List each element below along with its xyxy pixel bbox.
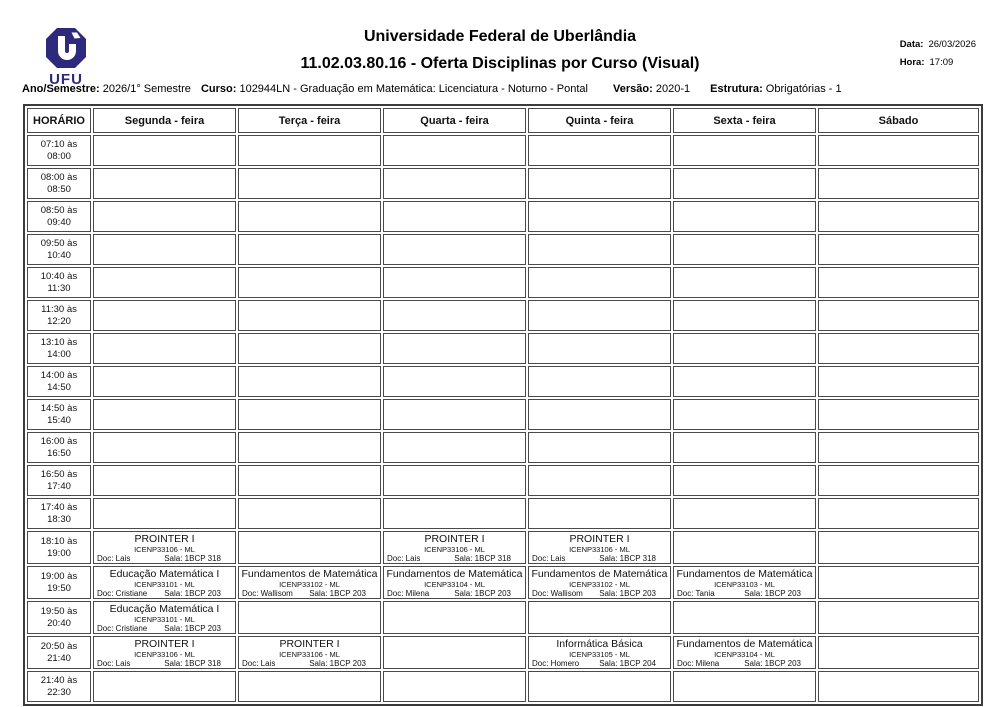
time-start: 16:00 às bbox=[40, 435, 78, 447]
time-start: 19:00 às bbox=[40, 570, 78, 582]
course-teacher: Doc: Lais bbox=[242, 659, 276, 668]
schedule-cell bbox=[818, 201, 979, 232]
time-end: 12:20 bbox=[47, 315, 71, 327]
schedule-cell bbox=[818, 168, 979, 199]
schedule-cell bbox=[93, 333, 236, 364]
time-slot bbox=[27, 234, 91, 265]
course-teacher: Doc: Homero bbox=[532, 659, 580, 668]
date-value: 26/03/2026 bbox=[928, 39, 976, 50]
schedule-cell bbox=[238, 531, 381, 564]
time-end: 14:00 bbox=[47, 348, 71, 360]
course-meta bbox=[239, 589, 380, 598]
course-teacher: Doc: Cristiane bbox=[97, 624, 148, 633]
schedule-cell bbox=[383, 465, 526, 496]
course-entry bbox=[529, 637, 670, 668]
time-slot bbox=[27, 432, 91, 463]
course-title: Fundamentos de Matemática bbox=[676, 638, 813, 650]
schedule-cell bbox=[818, 465, 979, 496]
course-room: Sala: 1BCP 203 bbox=[744, 589, 801, 598]
day-header-quarta: Quarta - feira bbox=[383, 108, 526, 133]
schedule-cell bbox=[673, 432, 816, 463]
course-code: ICENP33106 - ML bbox=[134, 545, 195, 554]
schedule-cell bbox=[238, 671, 381, 702]
schedule-cell bbox=[818, 333, 979, 364]
course-teacher: Doc: Milena bbox=[677, 659, 720, 668]
schedule-cell bbox=[383, 498, 526, 529]
table-row bbox=[27, 566, 979, 599]
time-slot bbox=[27, 267, 91, 298]
version-value: 2020-1 bbox=[655, 83, 691, 95]
day-header-terca: Terça - feira bbox=[238, 108, 381, 133]
schedule-cell bbox=[528, 671, 671, 702]
schedule-cell bbox=[383, 333, 526, 364]
schedule-cell bbox=[673, 300, 816, 331]
course-meta bbox=[94, 659, 235, 668]
course-title: Fundamentos de Matemática bbox=[386, 568, 523, 580]
schedule-cell bbox=[818, 366, 979, 397]
time-slot bbox=[27, 333, 91, 364]
schedule-cell bbox=[818, 636, 979, 669]
schedule-cell bbox=[818, 135, 979, 166]
schedule-cell bbox=[93, 531, 236, 564]
table-row bbox=[27, 168, 979, 199]
course-entry bbox=[529, 532, 670, 563]
schedule-cell bbox=[93, 399, 236, 430]
schedule-cell bbox=[528, 168, 671, 199]
schedule-cell bbox=[818, 566, 979, 599]
schedule-cell bbox=[93, 201, 236, 232]
schedule-cell bbox=[383, 168, 526, 199]
schedule-cell bbox=[383, 566, 526, 599]
time-slot bbox=[27, 135, 91, 166]
schedule-cell bbox=[93, 601, 236, 634]
course-code: ICENP33106 - ML bbox=[279, 650, 340, 659]
table-row bbox=[27, 498, 979, 529]
table-row bbox=[27, 267, 979, 298]
course-title: Fundamentos de Matemática bbox=[676, 568, 813, 580]
course-title: Informática Básica bbox=[556, 638, 643, 650]
time-start: 14:50 às bbox=[40, 402, 78, 414]
schedule-cell bbox=[238, 366, 381, 397]
semester-label: Ano/Semestre: bbox=[22, 83, 100, 95]
course-meta bbox=[674, 659, 815, 668]
time-end: 21:40 bbox=[47, 652, 71, 664]
course-entry bbox=[384, 532, 525, 563]
time-start: 10:40 às bbox=[40, 270, 78, 282]
date-label: Data: bbox=[899, 39, 924, 50]
schedule-body bbox=[27, 135, 979, 702]
table-row bbox=[27, 601, 979, 634]
course-entry bbox=[94, 637, 235, 668]
time-start: 11:30 às bbox=[41, 303, 77, 315]
schedule-cell bbox=[528, 201, 671, 232]
time-start: 09:50 às bbox=[40, 237, 78, 249]
day-header-sabado: Sábado bbox=[818, 108, 979, 133]
report-title bbox=[0, 28, 1000, 73]
university-name: Universidade Federal de Uberlândia bbox=[363, 28, 637, 45]
time-slot bbox=[27, 300, 91, 331]
course-teacher: Doc: Lais bbox=[387, 554, 421, 563]
schedule-cell bbox=[383, 601, 526, 634]
course-meta bbox=[94, 554, 235, 563]
structure-value: Obrigatórias - 1 bbox=[765, 83, 842, 95]
schedule-cell bbox=[528, 636, 671, 669]
schedule-cell bbox=[528, 399, 671, 430]
table-row bbox=[27, 531, 979, 564]
course-room: Sala: 1BCP 203 bbox=[744, 659, 801, 668]
datetime-block bbox=[900, 39, 976, 75]
table-row bbox=[27, 671, 979, 702]
day-header-sexta: Sexta - feira bbox=[673, 108, 816, 133]
time-slot bbox=[27, 601, 91, 634]
time-label: Hora: bbox=[899, 57, 925, 68]
schedule-cell bbox=[528, 234, 671, 265]
structure-label: Estrutura: bbox=[710, 83, 763, 95]
course-room: Sala: 1BCP 318 bbox=[454, 554, 511, 563]
schedule-cell bbox=[818, 399, 979, 430]
time-end: 10:40 bbox=[47, 249, 71, 261]
time-end: 18:30 bbox=[47, 513, 71, 525]
schedule-cell bbox=[383, 300, 526, 331]
table-row bbox=[27, 300, 979, 331]
course-info-line bbox=[22, 83, 978, 95]
course-room: Sala: 1BCP 203 bbox=[454, 589, 511, 598]
time-end: 17:40 bbox=[47, 480, 71, 492]
schedule-cell bbox=[673, 201, 816, 232]
table-row bbox=[27, 366, 979, 397]
schedule-cell bbox=[673, 531, 816, 564]
time-start: 08:00 às bbox=[40, 171, 78, 183]
schedule-cell bbox=[528, 465, 671, 496]
time-slot bbox=[27, 399, 91, 430]
time-start: 19:50 às bbox=[40, 605, 78, 617]
time-row bbox=[900, 57, 976, 68]
course-teacher: Doc: Wallisom bbox=[242, 589, 293, 598]
course-entry bbox=[94, 532, 235, 563]
time-slot bbox=[27, 498, 91, 529]
schedule-cell bbox=[673, 366, 816, 397]
course-entry bbox=[674, 567, 815, 598]
course-code: ICENP33101 - ML bbox=[134, 615, 195, 624]
time-end: 19:50 bbox=[47, 582, 71, 594]
course-code: ICENP33102 - ML bbox=[569, 580, 630, 589]
course-code: ICENP33105 - ML bbox=[569, 650, 630, 659]
day-header-segunda: Segunda - feira bbox=[93, 108, 236, 133]
course-entry bbox=[239, 637, 380, 668]
schedule-cell bbox=[818, 601, 979, 634]
course-meta bbox=[384, 589, 525, 598]
course-meta bbox=[94, 624, 235, 633]
course-room: Sala: 1BCP 204 bbox=[599, 659, 656, 668]
schedule-cell bbox=[238, 636, 381, 669]
course-entry bbox=[239, 567, 380, 598]
course-code: ICENP33101 - ML bbox=[134, 580, 195, 589]
course-meta bbox=[529, 589, 670, 598]
schedule-cell bbox=[93, 135, 236, 166]
schedule-cell bbox=[238, 601, 381, 634]
course-code: ICENP33104 - ML bbox=[424, 580, 485, 589]
schedule-cell bbox=[673, 465, 816, 496]
schedule-cell bbox=[383, 201, 526, 232]
schedule-cell bbox=[383, 432, 526, 463]
course-entry bbox=[384, 567, 525, 598]
version-label: Versão: bbox=[613, 83, 653, 95]
schedule-cell bbox=[93, 168, 236, 199]
time-start: 13:10 às bbox=[40, 336, 78, 348]
schedule-cell bbox=[528, 601, 671, 634]
time-end: 14:50 bbox=[47, 381, 71, 393]
course-title: PROINTER I bbox=[569, 533, 630, 545]
time-start: 21:40 às bbox=[40, 674, 78, 686]
schedule-cell bbox=[238, 300, 381, 331]
time-start: 14:00 às bbox=[40, 369, 78, 381]
schedule-cell bbox=[238, 201, 381, 232]
schedule-cell bbox=[673, 671, 816, 702]
course-title: Fundamentos de Matemática bbox=[531, 568, 668, 580]
schedule-cell bbox=[673, 234, 816, 265]
schedule-cell bbox=[818, 234, 979, 265]
course-title: Educação Matemática I bbox=[109, 568, 220, 580]
time-end: 16:50 bbox=[47, 447, 71, 459]
schedule-cell bbox=[818, 498, 979, 529]
schedule-cell bbox=[528, 432, 671, 463]
course-teacher: Doc: Lais bbox=[97, 659, 131, 668]
schedule-cell bbox=[93, 636, 236, 669]
schedule-cell bbox=[528, 267, 671, 298]
date-row bbox=[900, 39, 976, 50]
schedule-cell bbox=[673, 333, 816, 364]
course-room: Sala: 1BCP 203 bbox=[309, 659, 366, 668]
course-code: ICENP33104 - ML bbox=[714, 650, 775, 659]
ufu-logo-word: UFU bbox=[49, 71, 83, 88]
schedule-cell bbox=[528, 566, 671, 599]
schedule-cell bbox=[383, 267, 526, 298]
time-slot bbox=[27, 671, 91, 702]
schedule-cell bbox=[818, 267, 979, 298]
time-start: 18:10 às bbox=[40, 535, 78, 547]
time-end: 22:30 bbox=[47, 686, 71, 698]
schedule-cell bbox=[528, 333, 671, 364]
schedule-cell bbox=[383, 671, 526, 702]
schedule-cell bbox=[383, 234, 526, 265]
time-end: 20:40 bbox=[47, 617, 71, 629]
course-room: Sala: 1BCP 203 bbox=[164, 624, 221, 633]
schedule-cell bbox=[93, 432, 236, 463]
course-code: ICENP33103 - ML bbox=[714, 580, 775, 589]
course-entry bbox=[94, 602, 235, 633]
table-row bbox=[27, 636, 979, 669]
schedule-cell bbox=[93, 566, 236, 599]
course-meta bbox=[529, 554, 670, 563]
schedule-cell bbox=[818, 671, 979, 702]
schedule-cell bbox=[673, 135, 816, 166]
schedule-cell bbox=[673, 566, 816, 599]
course-entry bbox=[94, 567, 235, 598]
course-room: Sala: 1BCP 203 bbox=[599, 589, 656, 598]
schedule-cell bbox=[528, 498, 671, 529]
schedule-cell bbox=[528, 531, 671, 564]
course-teacher: Doc: Lais bbox=[97, 554, 131, 563]
course-meta bbox=[529, 659, 670, 668]
schedule-cell bbox=[383, 135, 526, 166]
schedule-cell bbox=[93, 267, 236, 298]
course-title: PROINTER I bbox=[134, 638, 195, 650]
table-header-row bbox=[27, 108, 979, 133]
table-row bbox=[27, 465, 979, 496]
course-title: PROINTER I bbox=[134, 533, 195, 545]
schedule-table bbox=[23, 104, 983, 706]
schedule-cell bbox=[528, 300, 671, 331]
time-end: 11:30 bbox=[47, 282, 71, 294]
schedule-cell bbox=[818, 300, 979, 331]
schedule-cell bbox=[238, 566, 381, 599]
time-start: 17:40 às bbox=[40, 501, 78, 513]
schedule-cell bbox=[93, 366, 236, 397]
schedule-cell bbox=[238, 399, 381, 430]
course-room: Sala: 1BCP 318 bbox=[164, 554, 221, 563]
course-code: ICENP33102 - ML bbox=[279, 580, 340, 589]
course-teacher: Doc: Lais bbox=[532, 554, 566, 563]
course-room: Sala: 1BCP 203 bbox=[309, 589, 366, 598]
schedule-cell bbox=[93, 498, 236, 529]
report-name: 11.02.03.80.16 - Oferta Disciplinas por Curso (Visual) bbox=[300, 55, 700, 72]
schedule-cell bbox=[673, 636, 816, 669]
course-teacher: Doc: Milena bbox=[387, 589, 430, 598]
schedule-cell bbox=[673, 168, 816, 199]
course-room: Sala: 1BCP 318 bbox=[164, 659, 221, 668]
schedule-cell bbox=[93, 234, 236, 265]
schedule-cell bbox=[238, 432, 381, 463]
course-title: PROINTER I bbox=[279, 638, 340, 650]
semester-value: 2026/1° Semestre bbox=[102, 83, 191, 95]
schedule-cell bbox=[528, 135, 671, 166]
schedule-cell bbox=[673, 267, 816, 298]
table-row bbox=[27, 432, 979, 463]
schedule-cell bbox=[238, 267, 381, 298]
schedule-cell bbox=[818, 531, 979, 564]
time-end: 09:40 bbox=[47, 216, 71, 228]
schedule-cell bbox=[238, 168, 381, 199]
schedule-cell bbox=[383, 531, 526, 564]
schedule-cell bbox=[673, 498, 816, 529]
course-value: 102944LN - Graduação em Matemática: Licenciatura - Noturno - Pontal bbox=[239, 83, 588, 95]
course-teacher: Doc: Tania bbox=[677, 589, 715, 598]
time-start: 16:50 às bbox=[40, 468, 78, 480]
course-teacher: Doc: Wallisom bbox=[532, 589, 583, 598]
course-teacher: Doc: Cristiane bbox=[97, 589, 148, 598]
course-code: ICENP33106 - ML bbox=[569, 545, 630, 554]
time-start: 07:10 às bbox=[40, 138, 78, 150]
schedule-cell bbox=[383, 636, 526, 669]
schedule-cell bbox=[93, 671, 236, 702]
time-slot bbox=[27, 201, 91, 232]
table-row bbox=[27, 333, 979, 364]
schedule-cell bbox=[238, 135, 381, 166]
course-meta bbox=[239, 659, 380, 668]
time-end: 08:50 bbox=[47, 183, 71, 195]
table-row bbox=[27, 399, 979, 430]
schedule-cell bbox=[818, 432, 979, 463]
course-title: PROINTER I bbox=[424, 533, 485, 545]
time-end: 19:00 bbox=[47, 547, 71, 559]
course-code: ICENP33106 - ML bbox=[424, 545, 485, 554]
course-meta bbox=[674, 589, 815, 598]
time-start: 08:50 às bbox=[40, 204, 78, 216]
time-slot bbox=[27, 465, 91, 496]
schedule-cell bbox=[93, 300, 236, 331]
schedule-cell bbox=[383, 399, 526, 430]
course-room: Sala: 1BCP 318 bbox=[599, 554, 656, 563]
course-meta bbox=[384, 554, 525, 563]
table-row bbox=[27, 234, 979, 265]
schedule-cell bbox=[673, 399, 816, 430]
schedule-cell bbox=[673, 601, 816, 634]
schedule-cell bbox=[238, 465, 381, 496]
time-slot bbox=[27, 366, 91, 397]
time-slot bbox=[27, 566, 91, 599]
schedule-cell bbox=[528, 366, 671, 397]
time-start: 20:50 às bbox=[40, 640, 78, 652]
course-label: Curso: bbox=[200, 83, 237, 95]
schedule-cell bbox=[383, 366, 526, 397]
course-entry bbox=[529, 567, 670, 598]
course-title: Fundamentos de Matemática bbox=[241, 568, 378, 580]
time-end: 08:00 bbox=[47, 150, 71, 162]
time-slot bbox=[27, 168, 91, 199]
table-row bbox=[27, 135, 979, 166]
horario-header: HORÁRIO bbox=[27, 108, 91, 133]
time-end: 15:40 bbox=[47, 414, 71, 426]
course-code: ICENP33106 - ML bbox=[134, 650, 195, 659]
time-value: 17:09 bbox=[929, 57, 954, 68]
course-entry bbox=[674, 637, 815, 668]
schedule-cell bbox=[93, 465, 236, 496]
table-row bbox=[27, 201, 979, 232]
course-room: Sala: 1BCP 203 bbox=[164, 589, 221, 598]
course-title: Educação Matemática I bbox=[109, 603, 220, 615]
schedule-cell bbox=[238, 498, 381, 529]
schedule-cell bbox=[238, 234, 381, 265]
time-slot bbox=[27, 636, 91, 669]
course-meta bbox=[94, 589, 235, 598]
day-header-quinta: Quinta - feira bbox=[528, 108, 671, 133]
time-slot bbox=[27, 531, 91, 564]
schedule-cell bbox=[238, 333, 381, 364]
